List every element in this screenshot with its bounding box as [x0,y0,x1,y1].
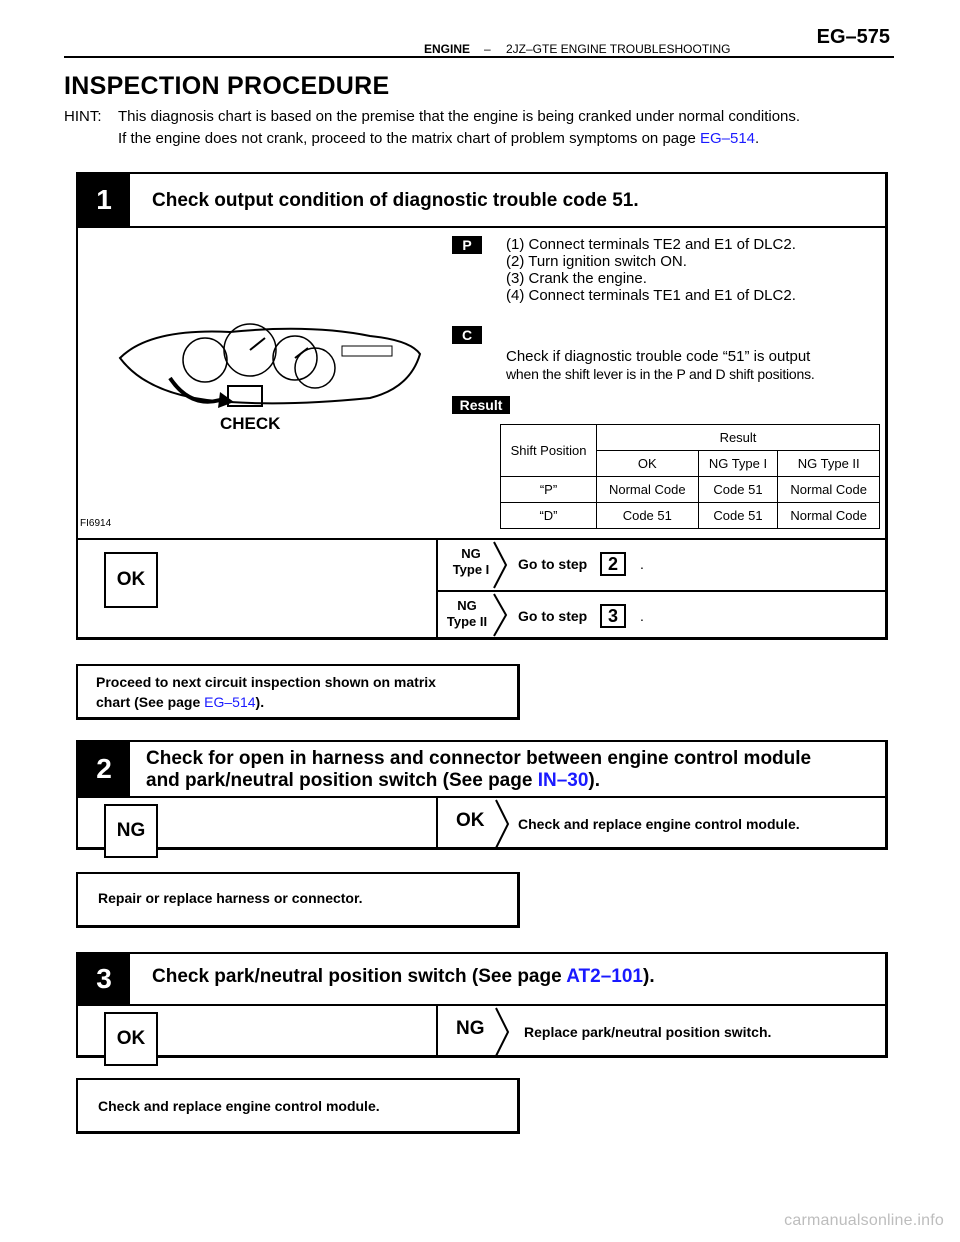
goto-step-label: Go to step [518,556,588,572]
header-section: ENGINE [424,42,471,56]
branch-left-rule [436,540,438,638]
step2-title-line1: Check for open in harness and connector between engine control module [146,748,812,769]
ok-tab: OK [104,1012,158,1066]
col-result: Result [597,425,880,451]
table-cell: Code 51 [597,503,699,529]
check-line1: Check if diagnostic trouble code “51” is output [506,348,811,365]
goto-period: . [640,608,644,624]
table-row [501,477,880,503]
step3-ng-action: Replace park/neutral position switch. [524,1024,772,1040]
step2-ok-action: Check and replace engine control module. [518,816,800,832]
branch-label-ng: NG [457,598,477,613]
chevron-right-icon [492,540,508,590]
prep-step: (3) Crank the engine. [506,270,647,287]
step1-number: 1 [78,174,130,226]
ng-label: NG [456,1018,485,1039]
step3-title-end: ). [643,966,655,987]
header-subsection: 2JZ–GTE ENGINE TROUBLESHOOTING [506,42,731,56]
row-position: “P” [501,477,597,503]
header-rule [64,56,894,58]
step2-branch-rule [436,798,438,850]
table-cell: Code 51 [698,503,778,529]
step3-number: 3 [78,954,130,1004]
ok-result-line2 [96,694,264,710]
table-cell: Normal Code [778,477,880,503]
prep-step: (4) Connect terminals TE1 and E1 of DLC2. [506,287,796,304]
branch-label-type: Type II [446,614,488,629]
hint-page-link[interactable]: EG–514 [699,130,756,147]
check-line2: when the shift lever is in the P and D shift positions. [506,366,815,382]
step2-title-end: ). [588,770,601,791]
col-shift-position: Shift Position [501,425,597,477]
page-number: EG–575 [816,26,890,48]
step2-page-link[interactable]: IN–30 [537,770,589,791]
result-badge: Result [452,396,510,414]
ok-result-end: ). [255,694,265,710]
goto-step3-button[interactable]: 3 [600,604,626,628]
step3-ok-action: Check and replace engine control module. [98,1098,380,1114]
step2-title-text: and park/neutral position switch (See page [146,770,538,791]
check-badge: C [452,326,482,344]
col-ng-type2: NG Type II [778,451,880,477]
ok-result-line1: Proceed to next circuit inspection shown on matrix [96,674,436,690]
goto-period: . [640,556,644,572]
figure-id: FI6914 [80,518,112,529]
chevron-right-icon [494,1006,510,1058]
chevron-right-icon [494,798,510,850]
branch-label-type: Type I [452,562,490,577]
branch-ng-type2-label [440,598,494,630]
step3-title-rule [78,1004,886,1006]
step2-title-rule [78,796,886,798]
goto-step2-button[interactable]: 2 [600,552,626,576]
prep-badge: P [452,236,482,254]
table-cell: Normal Code [597,477,699,503]
step3-title-text: Check park/neutral position switch (See page [152,966,567,987]
branch-label-ng: NG [461,546,481,561]
goto-step-label: Go to step [518,608,588,624]
page-title: INSPECTION PROCEDURE [64,72,390,100]
table-cell: Normal Code [778,503,880,529]
row-position: “D” [501,503,597,529]
branch-ng-type1-label [446,546,496,578]
hint-line1: This diagnosis chart is based on the premise that the engine is being cranked under normal conditions. [118,108,801,125]
step3-branch-rule [436,1006,438,1058]
step1-branch-rule [78,538,886,540]
hint-line2-end: . [755,130,760,147]
ok-result-page-link[interactable]: EG–514 [204,694,256,710]
table-cell: Code 51 [698,477,778,503]
col-ng-type1: NG Type I [698,451,778,477]
ok-result-text: chart (See page [96,694,205,710]
header-separator: – [484,42,491,56]
step2-number: 2 [78,742,130,796]
prep-list [506,236,796,304]
hint-line2: If the engine does not crank, proceed to the matrix chart of problem symptoms on page [118,130,700,147]
ng-tab: NG [104,804,158,858]
step1-title: Check output condition of diagnostic trouble code 51. [152,190,639,211]
step2-ng-action: Repair or replace harness or connector. [98,890,363,906]
watermark: carmanualsonline.info [784,1212,944,1229]
col-ok: OK [597,451,699,477]
table-row [501,503,880,529]
step1-title-rule [78,226,886,228]
hint-block [64,106,914,150]
step1-ok-result-box [76,664,520,720]
prep-step: (2) Turn ignition switch ON. [506,253,687,270]
prep-step: (1) Connect terminals TE2 and E1 of DLC2. [506,236,796,253]
figure-check-label: CHECK [220,414,281,433]
chevron-right-icon [492,592,508,638]
step3-page-link[interactable]: AT2–101 [566,966,643,987]
result-table [500,424,880,529]
step2-title-line2 [146,770,600,792]
ok-tab: OK [104,552,158,608]
step3-title [152,966,655,988]
hint-label: HINT: [64,108,102,125]
ok-label: OK [456,810,485,831]
